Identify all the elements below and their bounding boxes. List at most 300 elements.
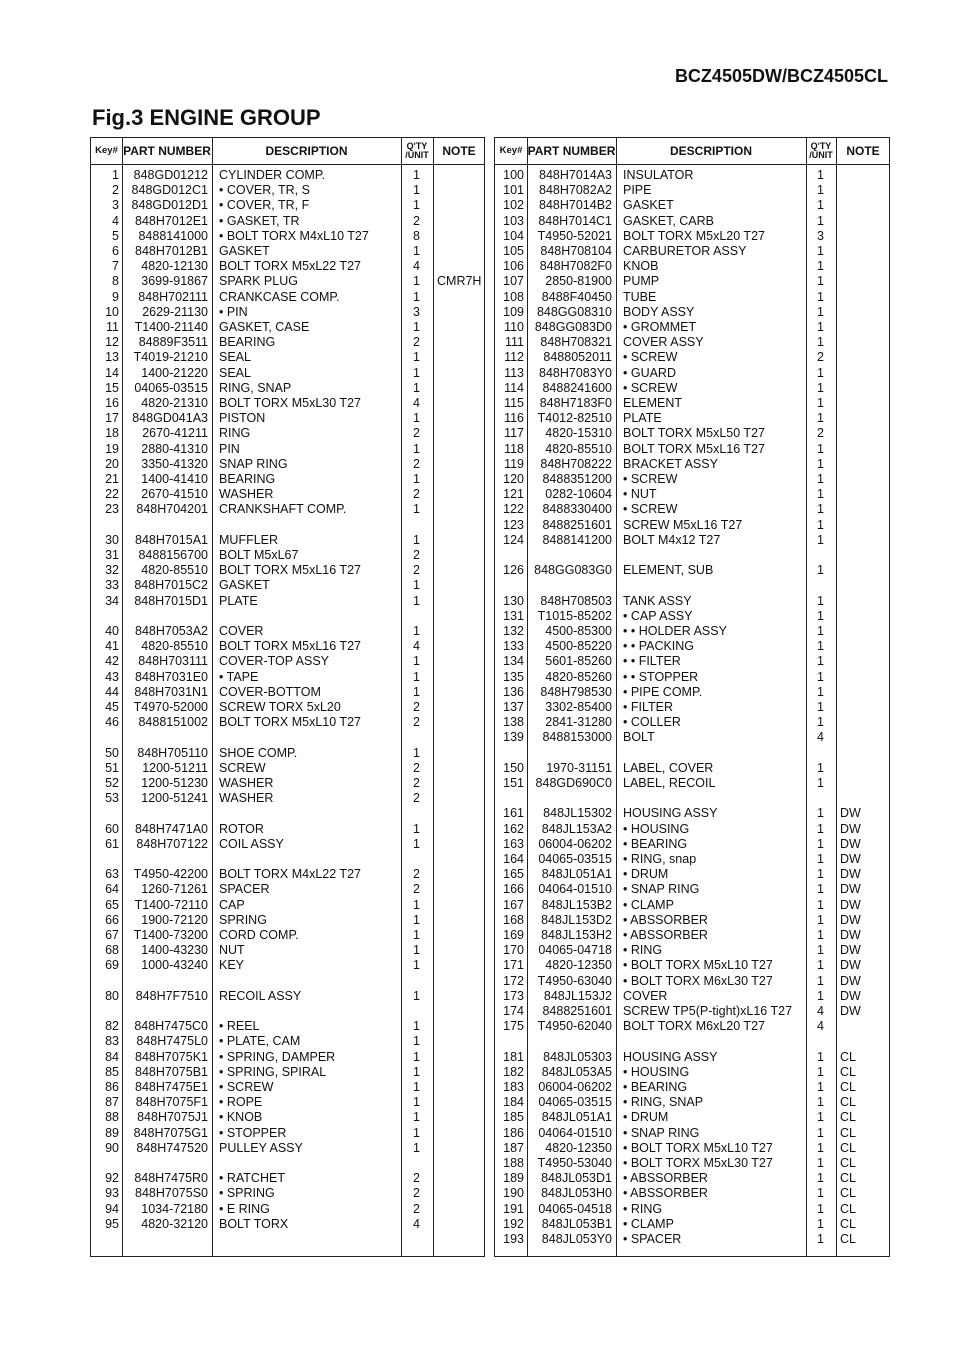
description-cell: CAP [219,897,245,912]
key-cell: 18 [105,426,119,441]
qty-cell: 1 [413,532,420,547]
table-row [91,244,484,259]
qty-cell: 2 [413,776,420,790]
header-key: Key# [95,145,118,157]
description-cell: • RATCHET [219,1171,285,1186]
description-cell: SCREW [219,760,266,775]
key-cell: 102 [503,198,524,213]
table-row [495,761,889,776]
key-cell: 117 [504,426,524,441]
qty-cell: 2 [413,760,420,775]
table-row [495,487,889,502]
key-cell: 13 [105,350,119,365]
description-cell: • • FILTER [623,654,681,669]
part-number-cell: 06004-06202 [538,1080,612,1094]
part-number-cell: T1400-21140 [134,320,208,334]
part-number-cell: 04065-03515 [538,1095,612,1110]
description-cell: • SCREW [623,502,678,517]
key-cell: 16 [105,396,119,410]
table-row [495,958,889,973]
note-cell: DW [840,988,861,1003]
part-number-cell: 848GG083G0 [534,563,612,578]
qty-cell: 1 [817,684,824,699]
part-number-cell: 848JL053A5 [541,1064,612,1079]
part-number-cell: 848H7075K1 [135,1049,208,1064]
qty-cell: 1 [817,1216,824,1231]
key-cell: 166 [503,882,524,897]
qty-cell: 1 [413,578,420,593]
table-row [91,533,484,548]
description-cell: • KNOB [219,1110,263,1125]
description-cell: KNOB [623,259,659,274]
qty-cell: 1 [817,882,824,897]
description-cell: PIPE [623,183,652,198]
part-number-cell: 4820-12350 [545,1140,612,1155]
description-cell: • PIN [219,304,248,319]
key-cell: 45 [105,700,119,714]
key-cell: 15 [105,380,119,395]
part-number-cell: T4950-53040 [537,1156,612,1170]
table-row [495,290,889,305]
qty-cell: 1 [817,502,824,517]
note-cell: DW [840,836,861,851]
qty-cell: 1 [817,289,824,304]
qty-cell: 1 [413,1019,420,1034]
part-number-cell: 848JL153A2 [541,821,612,836]
part-number-cell: 848GD012C1 [131,183,208,198]
key-cell: 3 [112,198,119,213]
table-row [91,1126,484,1141]
qty-cell: 1 [413,684,420,699]
description-cell: BOLT M5xL67 [219,548,299,562]
page-title: Fig.3 ENGINE GROUP [92,105,321,130]
table-row [495,274,889,289]
table-row [91,548,484,563]
key-cell: 111 [504,335,524,350]
description-cell: SEAL [219,365,251,380]
key-cell: 139 [503,730,524,745]
key-cell: 40 [105,624,119,638]
qty-cell: 4 [817,730,824,745]
part-number-cell: 848H7075G1 [133,1125,208,1140]
qty-cell: 1 [817,335,824,350]
qty-cell: 1 [817,274,824,289]
key-cell: 12 [105,335,119,350]
qty-cell: 1 [817,365,824,380]
part-number-cell: 04064-01510 [538,1125,612,1140]
description-cell: • SPACER [623,1232,682,1246]
key-cell: 8 [112,274,119,289]
description-cell: HOUSING ASSY [623,1049,718,1064]
table-row [495,882,889,897]
header-qty [806,138,836,164]
note-cell: DW [840,928,861,942]
key-cell: 32 [105,563,119,578]
qty-cell: 1 [413,472,420,486]
key-cell: 89 [105,1125,119,1140]
part-number-cell: 848JL051A1 [541,1110,612,1125]
part-number-cell: 8488052011 [543,350,612,365]
note-cell: CL [840,1110,856,1125]
description-cell: TUBE [623,289,657,304]
part-number-cell: 8488156700 [138,548,208,562]
qty-cell: 1 [817,198,824,213]
note-cell: DW [840,821,861,836]
key-cell: 104 [503,228,524,243]
description-cell: RECOIL ASSY [219,988,302,1003]
description-cell: BOLT TORX M5xL16 T27 [219,563,361,578]
header-qty-line2: /UNIT [405,150,429,160]
key-cell: 64 [105,882,119,897]
part-number-cell: 04065-03515 [134,380,208,395]
qty-cell: 1 [817,928,824,942]
table-row [495,654,889,669]
part-number-cell: 1260-71261 [141,882,208,897]
description-cell: • RING, snap [623,852,697,866]
table-row [495,1080,889,1095]
table-row [91,746,484,761]
table-row [91,1171,484,1186]
table-row [91,898,484,913]
qty-cell: 2 [413,700,420,714]
table-row [91,305,484,320]
qty-cell: 1 [817,304,824,319]
description-cell: • ABSSORBER [623,912,708,927]
qty-cell: 1 [413,502,420,517]
part-number-cell: 848H747520 [136,1140,208,1155]
qty-cell: 1 [817,821,824,836]
key-cell: 14 [105,365,119,380]
part-number-cell: 2850-81900 [545,274,612,289]
description-cell: • BEARING [623,836,688,851]
part-number-cell: T1400-72110 [134,897,208,912]
key-cell: 33 [105,578,119,593]
description-cell: WASHER [219,776,274,790]
description-cell: RING [219,426,251,441]
table-row [495,670,889,685]
key-cell: 186 [503,1125,524,1140]
key-cell: 50 [105,745,119,760]
qty-cell: 1 [413,1110,420,1125]
key-cell: 137 [503,700,524,714]
description-cell: • RING, SNAP [623,1095,704,1110]
note-cell: CL [840,1171,856,1186]
description-cell: GASKET [623,198,674,213]
qty-cell: 2 [413,882,420,897]
key-cell: 165 [503,867,524,882]
note-cell: DW [840,943,861,958]
qty-cell: 2 [413,563,420,578]
note-cell: DW [840,912,861,927]
table-row [91,670,484,685]
part-number-cell: 848H7015D1 [134,593,208,608]
table-row [91,822,484,837]
qty-cell: 1 [413,1034,420,1049]
part-number-cell: 848H702111 [138,289,208,304]
note-cell: DW [840,852,861,866]
key-cell: 190 [503,1186,524,1201]
part-number-cell: 3302-85400 [545,700,612,714]
qty-cell: 1 [817,563,824,578]
part-number-cell: 848H708321 [540,335,612,350]
table-row [495,730,889,745]
key-cell: 168 [503,912,524,927]
description-cell: BOLT [623,730,655,745]
table-row [495,183,889,198]
key-cell: 163 [503,836,524,851]
table-row [495,1156,889,1171]
qty-cell: 1 [817,593,824,608]
table-row [495,518,889,533]
part-number-cell: 848GD041A3 [132,411,208,426]
table-row [495,442,889,457]
qty-cell: 2 [413,867,420,882]
table-row [495,533,889,548]
key-cell: 134 [503,654,524,669]
table-row [495,1186,889,1201]
part-number-cell: 04065-04718 [538,943,612,958]
key-cell: 131 [503,608,524,623]
key-cell: 92 [105,1171,119,1186]
key-cell: 68 [105,943,119,958]
part-number-cell: 1034-72180 [141,1201,208,1216]
key-cell: 103 [503,213,524,228]
description-cell: GASKET, CASE [219,320,310,334]
part-number-cell: 848H7015C2 [134,578,208,593]
part-number-cell: 3350-41320 [141,456,208,471]
key-cell: 122 [503,502,524,517]
part-number-cell: 848GG083D0 [534,320,612,334]
table-row [91,594,484,609]
qty-cell: 1 [817,1186,824,1201]
header-qty [401,138,433,164]
description-cell: HOUSING ASSY [623,806,718,821]
key-cell: 23 [105,502,119,517]
part-number-cell: 848JL153J2 [543,988,612,1003]
part-number-cell: 2629-21130 [142,304,208,319]
description-cell: BOLT TORX M6xL20 T27 [623,1019,765,1034]
key-cell: 175 [503,1019,524,1034]
description-cell: LABEL, COVER [623,760,714,775]
part-number-cell: 848H7075F1 [135,1095,208,1110]
table-row [91,426,484,441]
part-number-cell: 1400-41410 [141,472,208,486]
table-row [91,928,484,943]
table-row [495,457,889,472]
table-row [495,715,889,730]
table-row [495,928,889,943]
qty-cell: 2 [413,791,420,806]
part-number-cell: 848JL053B1 [541,1216,612,1231]
qty-cell: 1 [413,274,420,289]
description-cell: BODY ASSY [623,304,695,319]
table-row [91,259,484,274]
qty-cell: 1 [817,700,824,714]
part-number-cell: 848JL053H0 [541,1186,612,1201]
description-cell: • SCREW [219,1080,274,1094]
key-cell: 116 [504,411,524,426]
qty-cell: 2 [413,456,420,471]
table-row [91,381,484,396]
table-row [91,229,484,244]
header-part-number: PART NUMBER [123,144,211,158]
description-cell: • SNAP RING [623,882,700,897]
qty-cell: 2 [413,1186,420,1201]
table-row [495,1141,889,1156]
key-cell: 167 [503,897,524,912]
table-row [91,350,484,365]
key-cell: 90 [105,1140,119,1155]
key-cell: 95 [105,1216,119,1231]
table-row [91,366,484,381]
description-cell: • GROMMET [623,320,697,334]
note-cell: CL [840,1140,856,1155]
table-row [495,1065,889,1080]
table-row [91,867,484,882]
description-cell: COVER-BOTTOM [219,684,321,699]
part-number-cell: T4019-21210 [133,350,208,365]
part-number-cell: 848JL053Y0 [541,1232,612,1246]
key-cell: 118 [504,441,524,456]
key-cell: 80 [105,988,119,1003]
description-cell: NUT [219,943,245,958]
table-row [495,867,889,882]
qty-cell: 1 [413,1049,420,1064]
part-number-cell: 848JL051A1 [541,867,612,882]
qty-cell: 1 [413,320,420,334]
key-cell: 86 [105,1080,119,1094]
description-cell: • COLLER [623,715,681,730]
table-row [91,776,484,791]
key-cell: 83 [105,1034,119,1049]
part-number-cell: 8488F40450 [541,289,612,304]
table-row [495,350,889,365]
description-cell: SPRING [219,912,267,927]
qty-cell: 2 [817,426,824,441]
parts-table-right [494,137,890,1257]
table-row [91,1034,484,1049]
key-cell: 174 [503,1004,524,1018]
description-cell: GASKET [219,578,270,593]
part-number-cell: T4950-52021 [537,228,612,243]
qty-cell: 4 [413,259,420,274]
key-cell: 164 [503,852,524,866]
part-number-cell: 4500-85300 [545,624,612,638]
table-row [495,366,889,381]
part-number-cell: 848H7183F0 [539,396,612,410]
key-cell: 84 [105,1049,119,1064]
table-row [91,943,484,958]
part-number-cell: 848GG08310 [536,304,612,319]
part-number-cell: 848H7475L0 [136,1034,208,1049]
part-number-cell: T4012-82510 [537,411,612,426]
part-number-cell: 848H7F7510 [135,988,208,1003]
description-cell: SEAL [219,350,251,365]
table-row [495,1171,889,1186]
note-cell: DW [840,973,861,988]
qty-cell: 1 [413,1080,420,1094]
note-cell: CL [840,1186,856,1201]
qty-cell: 1 [817,1049,824,1064]
part-number-cell: 848H7014A3 [539,168,612,182]
key-cell: 42 [105,654,119,669]
key-cell: 4 [112,213,119,228]
qty-cell: 1 [817,973,824,988]
description-cell: BOLT TORX M5xL50 T27 [623,426,765,441]
part-number-cell: 8488241600 [542,380,612,395]
part-number-cell: 1970-31151 [546,760,612,775]
table-row [495,259,889,274]
note-cell: DW [840,806,861,821]
qty-cell: 4 [413,396,420,410]
description-cell: • FILTER [623,700,673,714]
qty-cell: 1 [817,1080,824,1094]
table-row [495,1050,889,1065]
note-cell: CMR7H [437,274,482,289]
key-cell: 124 [503,532,524,547]
qty-cell: 8 [413,228,420,243]
description-cell: • GUARD [623,365,676,380]
part-number-cell: 848H704201 [136,502,208,517]
key-cell: 161 [503,806,524,821]
description-cell: • DRUM [623,1110,669,1125]
table-row [495,624,889,639]
part-number-cell: 848H798530 [540,684,612,699]
part-number-cell: 848H7475R0 [134,1171,208,1186]
table-row [91,654,484,669]
table-row [495,381,889,396]
description-cell: SHOE COMP. [219,745,298,760]
description-cell: MUFFLER [219,532,279,547]
key-cell: 43 [105,669,119,684]
key-cell: 189 [503,1171,524,1186]
key-cell: 5 [112,228,119,243]
key-cell: 132 [503,624,524,638]
description-cell: COVER [623,988,668,1003]
part-number-cell: 1400-43230 [141,943,208,958]
header-key: Key# [499,145,523,157]
description-cell: CRANKCASE COMP. [219,289,340,304]
qty-cell: 1 [817,259,824,274]
description-cell: • GASKET, TR [219,213,300,228]
description-cell: • COVER, TR, S [219,183,310,198]
part-number-cell: 0282-10604 [545,487,612,502]
table-row [91,472,484,487]
qty-cell: 1 [413,1064,420,1079]
table-row [91,958,484,973]
key-cell: 17 [105,411,119,426]
table-row [495,1004,889,1019]
description-cell: • RING [623,1201,663,1216]
table-row [91,685,484,700]
qty-cell: 1 [413,380,420,395]
note-cell: CL [840,1156,856,1170]
qty-cell: 1 [817,624,824,638]
part-number-cell: 1200-51241 [141,791,208,806]
table-row [91,1095,484,1110]
description-cell: BEARING [219,335,276,350]
description-cell: • HOUSING [623,821,690,836]
header-description: DESCRIPTION [669,144,752,158]
note-cell: CL [840,1216,856,1231]
part-number-cell: 3699-91867 [141,274,208,289]
description-cell: COVER-TOP ASSY [219,654,329,669]
qty-cell: 1 [817,168,824,182]
key-cell: 169 [503,928,524,942]
description-cell: • NUT [623,487,657,502]
table-row [91,1186,484,1201]
table-row [495,913,889,928]
